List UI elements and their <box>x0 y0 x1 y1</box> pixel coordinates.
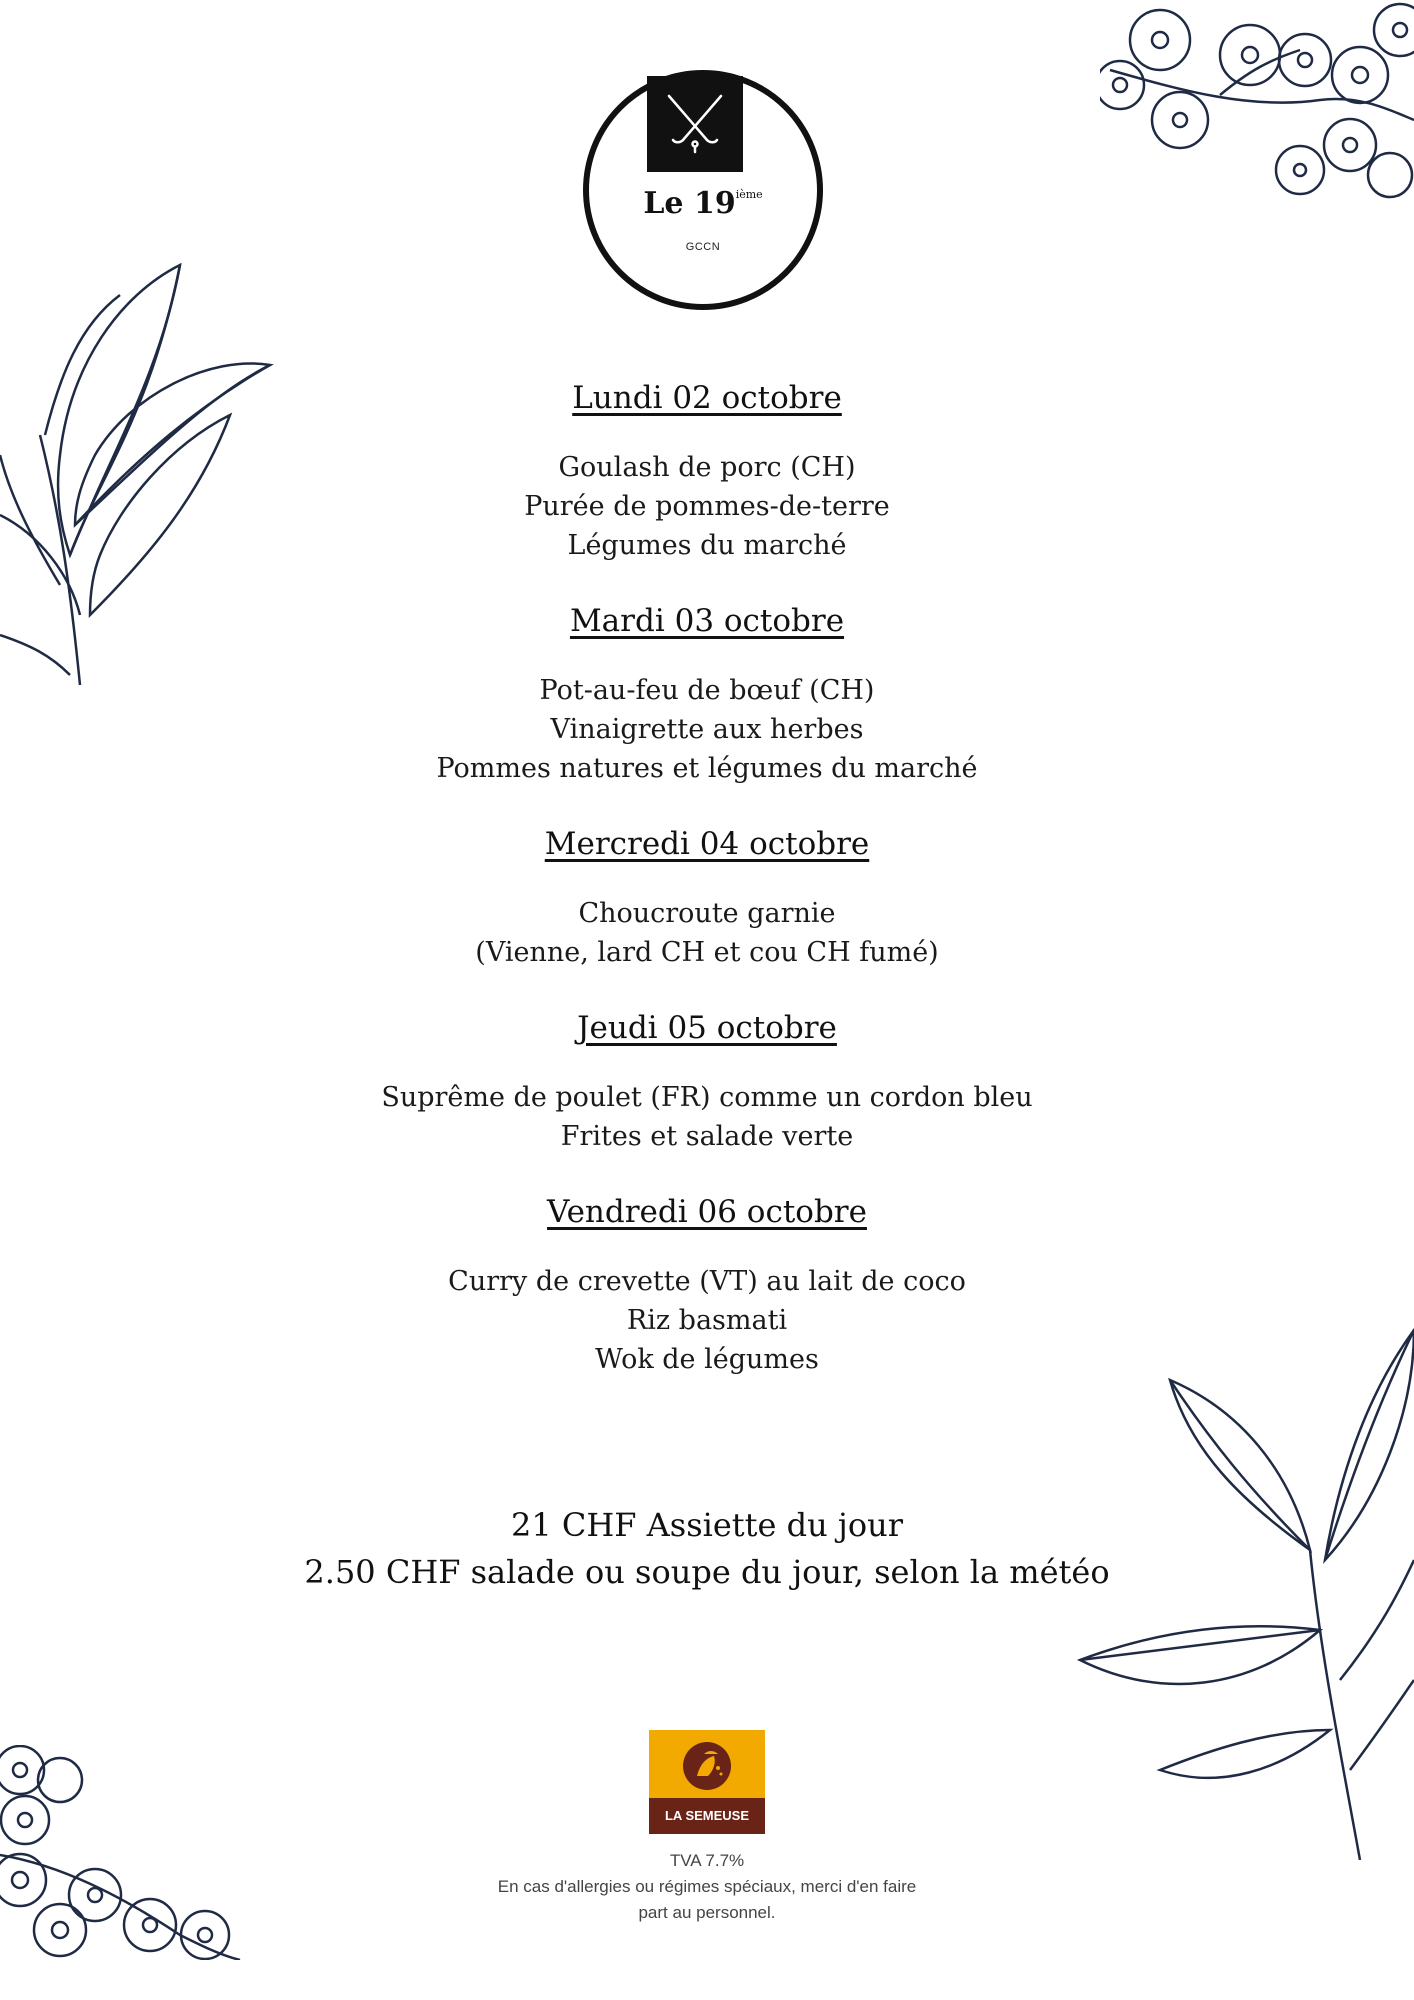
dish-item: Choucroute garnie <box>578 898 836 929</box>
price-info <box>240 1502 1174 1596</box>
brand-name: LA SEMEUSE <box>649 1798 765 1834</box>
day-section <box>300 1184 1114 1379</box>
vat-note: TVA 7.7% <box>669 1851 745 1870</box>
weekly-menu <box>300 370 1114 1407</box>
day-title: Lundi 02 octobre <box>572 380 842 416</box>
logo-superscript: ième <box>735 188 763 201</box>
day-title: Mercredi 04 octobre <box>544 826 870 862</box>
dish-list <box>300 894 1114 972</box>
day-section <box>300 370 1114 565</box>
berries-illustration-top-right <box>1100 0 1414 210</box>
dish-item: Pommes natures et légumes du marché <box>436 753 978 784</box>
berries-illustration-bottom-left <box>0 1745 250 1960</box>
day-title: Mardi 03 octobre <box>569 603 845 639</box>
dish-item: Riz basmati <box>626 1305 788 1336</box>
day-title: Jeudi 05 octobre <box>577 1010 837 1046</box>
dish-list <box>300 1262 1114 1379</box>
day-title: Vendredi 06 octobre <box>547 1194 867 1230</box>
dish-item: Wok de légumes <box>595 1344 819 1375</box>
dish-item: Suprême de poulet (FR) comme un cordon bleu <box>381 1082 1033 1113</box>
dish-item: Pot-au-feu de bœuf (CH) <box>539 675 875 706</box>
la-semeuse-logo <box>649 1730 765 1834</box>
dish-list <box>300 448 1114 565</box>
logo-name-text: Le 19 <box>643 186 736 221</box>
dish-item: Curry de crevette (VT) au lait de coco <box>448 1266 966 1297</box>
dish-item: Frites et salade verte <box>560 1121 854 1152</box>
logo-name <box>589 186 817 221</box>
leaves-illustration-left <box>0 255 275 690</box>
dish-item: (Vienne, lard CH et cou CH fumé) <box>475 937 939 968</box>
allergy-note-line1: En cas d'allergies ou régimes spéciaux, merci d'en faire <box>497 1877 917 1896</box>
dish-item: Légumes du marché <box>567 530 847 561</box>
dish-item: Purée de pommes-de-terre <box>524 491 890 522</box>
allergy-note-line2: part au personnel. <box>638 1903 776 1922</box>
dish-list <box>300 1078 1114 1156</box>
dish-item: Goulash de porc (CH) <box>558 452 856 483</box>
dish-list <box>300 671 1114 788</box>
crossed-golf-clubs-icon <box>647 76 743 172</box>
coffee-sower-icon <box>682 1738 732 1794</box>
day-section <box>300 1000 1114 1156</box>
dish-item: Vinaigrette aux herbes <box>550 714 864 745</box>
day-section <box>300 816 1114 972</box>
logo-subtitle: GCCN <box>685 241 721 253</box>
price-salad-or-soup: 2.50 CHF salade ou soupe du jour, selon la météo <box>304 1553 1110 1591</box>
restaurant-logo <box>583 70 823 310</box>
price-plate-of-the-day: 21 CHF Assiette du jour <box>511 1506 903 1544</box>
day-section <box>300 593 1114 788</box>
footer-notes <box>400 1848 1014 1926</box>
